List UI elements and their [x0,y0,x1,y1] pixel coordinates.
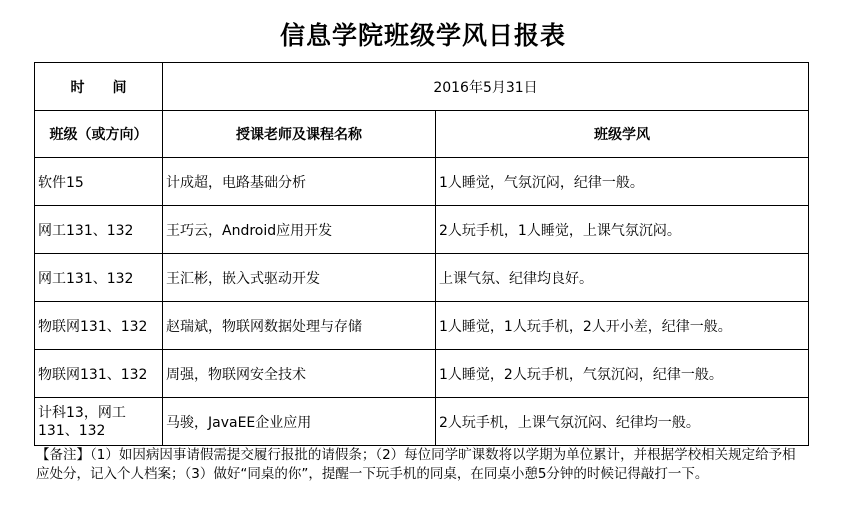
teacher-course-cell: 王汇彬，嵌入式驱动开发 [163,254,436,302]
header-row [35,111,809,158]
class-cell: 软件15 [35,158,163,206]
report-title: 信息学院班级学风日报表 [279,21,566,50]
table-row [35,302,809,350]
remarks-note: 【备注】（1）如因病因事请假需提交履行报批的请假条；（2）每位同学旷课数将以学期为单位累计，并根据学校相关规定给予相应处分，记入个人档案；（3）做好“同桌的你”，提醒一下玩手机的同桌，在同桌小憩5分钟的时候记得敲打一下。 [36,447,796,482]
table-row [35,206,809,254]
style-cell: 2人玩手机，上课气氛沉闷、纪律均一般。 [436,398,809,446]
class-cell: 计科13，网工131、132 [35,398,163,446]
style-cell: 1人睡觉，2人玩手机，气氛沉闷，纪律一般。 [436,350,809,398]
style-cell: 1人睡觉，1人玩手机，2人开小差，纪律一般。 [436,302,809,350]
teacher-course-cell: 赵瑞斌，物联网数据处理与存储 [163,302,436,350]
table-row [35,254,809,302]
class-cell: 网工131、132 [35,254,163,302]
table-row [35,158,809,206]
class-cell: 物联网131、132 [35,302,163,350]
report-date: 2016年5月31日 [163,63,809,111]
header-teacher-course: 授课老师及课程名称 [163,111,436,158]
header-style: 班级学风 [436,111,809,158]
class-cell: 物联网131、132 [35,350,163,398]
teacher-course-cell: 周强，物联网安全技术 [163,350,436,398]
style-cell: 1人睡觉，气氛沉闷，纪律一般。 [436,158,809,206]
table-row [35,398,809,446]
table-row [35,350,809,398]
report-table [34,62,809,446]
style-cell: 2人玩手机，1人睡觉，上课气氛沉闷。 [436,206,809,254]
time-label: 时 间 [35,63,163,111]
date-row [35,63,809,111]
teacher-course-cell: 马骏，JavaEE企业应用 [163,398,436,446]
style-cell: 上课气氛、纪律均良好。 [436,254,809,302]
teacher-course-cell: 王巧云，Android应用开发 [163,206,436,254]
teacher-course-cell: 计成超，电路基础分析 [163,158,436,206]
class-cell: 网工131、132 [35,206,163,254]
header-class: 班级（或方向） [35,111,163,158]
